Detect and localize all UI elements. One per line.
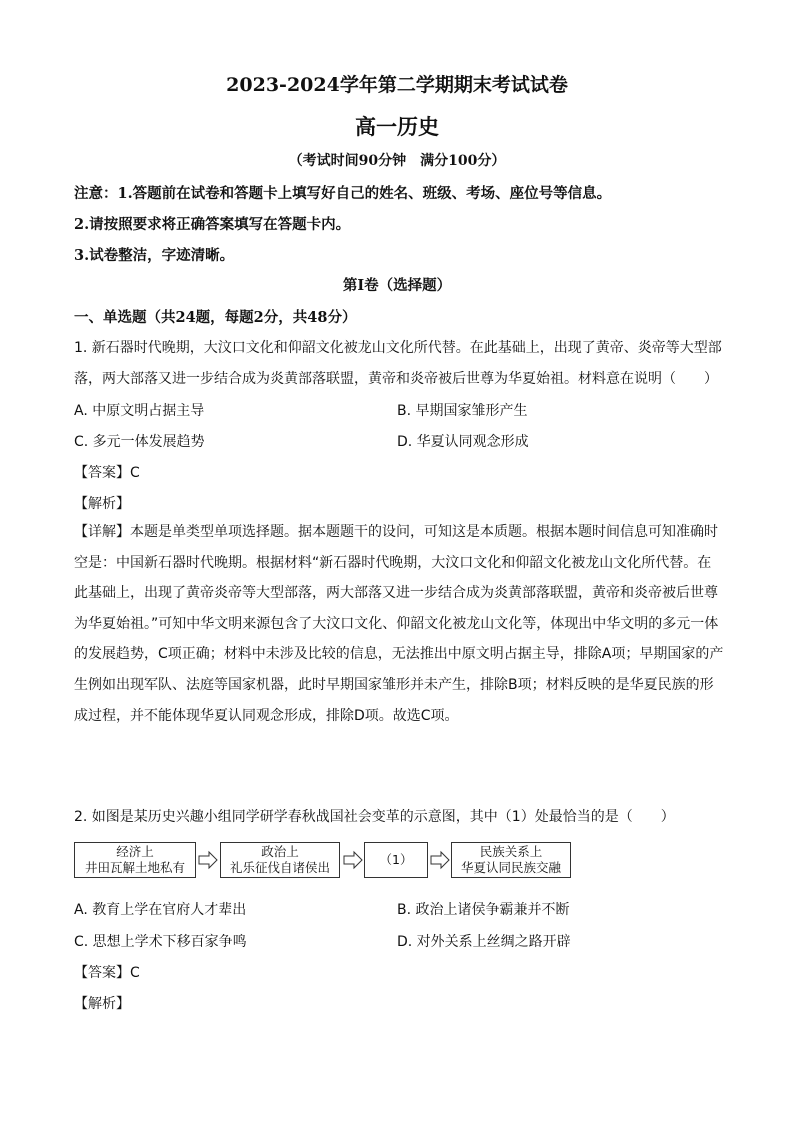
answer-value: C (130, 465, 140, 481)
flow-box-heading: 民族关系上 (479, 844, 543, 859)
exam-time-info: （考试时间90分钟 满分100分） (288, 153, 506, 169)
question-1-stem: 1. 新石器时代晚期，大汶口文化和仰韶文化被龙山文化所代替。在此基础上，出现了黄帝、炎帝等大型部落，两大部落又进一步结合成为炎黄部落联盟，黄帝和炎帝被后世尊为华夏始祖。材料意在说明（ ） (74, 340, 722, 387)
flow-arrow-icon (343, 850, 363, 870)
flow-box-economy (74, 842, 196, 878)
note-line-2: 2.请按照要求将正确答案填写在答题卡内。 (74, 216, 351, 233)
q2-analysis-label: 【解析】 (74, 996, 130, 1012)
flow-box-text: 井田瓦解土地私有 (84, 860, 185, 875)
flow-box-text: 礼乐征伐自诸侯出 (229, 860, 330, 875)
q1-option-c: C. 多元一体发展趋势 (74, 434, 205, 450)
note-line-1: 注意：1.答题前在试卷和答题卡上填写好自己的姓名、班级、考场、座位号等信息。 (74, 185, 612, 202)
note-line-3: 3.试卷整洁，字迹清晰。 (74, 247, 235, 264)
section-heading: 一、单选题（共24题，每题2分，共48分） (74, 309, 357, 326)
exam-title: 2023-2024学年第二学期期末考试试卷 (226, 74, 568, 96)
flow-box-heading: （1） (379, 852, 413, 867)
flow-box-ethnic-relations (451, 842, 571, 878)
flow-arrow-icon (430, 850, 450, 870)
flow-box-heading: 政治上 (261, 844, 299, 859)
q1-analysis-label: 【解析】 (74, 496, 130, 512)
answer-label: 【答案】 (74, 465, 130, 481)
flow-box-text: 华夏认同民族交融 (460, 860, 561, 875)
q1-answer (74, 462, 140, 482)
subject-title: 高一历史 (355, 114, 439, 139)
flow-box-blank (364, 842, 428, 878)
q2-option-b: B. 政治上诸侯争霸兼并不断 (397, 902, 570, 918)
flow-box-heading: 经济上 (116, 844, 154, 859)
q1-detail: 【详解】本题是单类型单项选择题。据本题题干的设问，可知这是本质题。根据本题时间信息可知准确时空是：中国新石器时代晚期。根据材料“新石器时代晚期，大汶口文化和仰韶文化被龙山文化所代替。在此基础上，出现了黄帝炎帝等大型部落，两大部落又进一步结合成为炎黄部落联盟，黄帝和炎帝被后世尊为华夏始祖。”可知中华文明来源包含了大汶口文化、仰韶文化被龙山文化等，体现出中华文明的多元一体的发展趋势，C项正确；材料中未涉及比较的信息，无法推出中原文明占据主导，排除A项；早期国家的产生例如出现军队、法庭等国家机器，此时早期国家雏形并未产生，排除B项；材料反映的是华夏民族的形成过程，并不能体现华夏认同观念形成，排除D项。故选C项。 (74, 524, 724, 724)
q2-option-d: D. 对外关系上丝绸之路开辟 (397, 934, 571, 950)
q2-answer (74, 962, 140, 982)
question-2-stem: 2. 如图是某历史兴趣小组同学研学春秋战国社会变革的示意图，其中（1）处最恰当的是（ ） (74, 809, 675, 825)
answer-label: 【答案】 (74, 965, 130, 981)
section-title: 第Ⅰ卷（选择题） (342, 277, 452, 294)
q1-option-b: B. 早期国家雏形产生 (397, 403, 528, 419)
flow-arrow-icon (198, 850, 218, 870)
q1-option-a: A. 中原文明占据主导 (74, 403, 205, 419)
q1-option-d: D. 华夏认同观念形成 (397, 434, 529, 450)
answer-value: C (130, 965, 140, 981)
q2-option-c: C. 思想上学术下移百家争鸣 (74, 934, 247, 950)
q2-option-a: A. 教育上学在官府人才辈出 (74, 902, 247, 918)
flow-box-politics (220, 842, 340, 878)
